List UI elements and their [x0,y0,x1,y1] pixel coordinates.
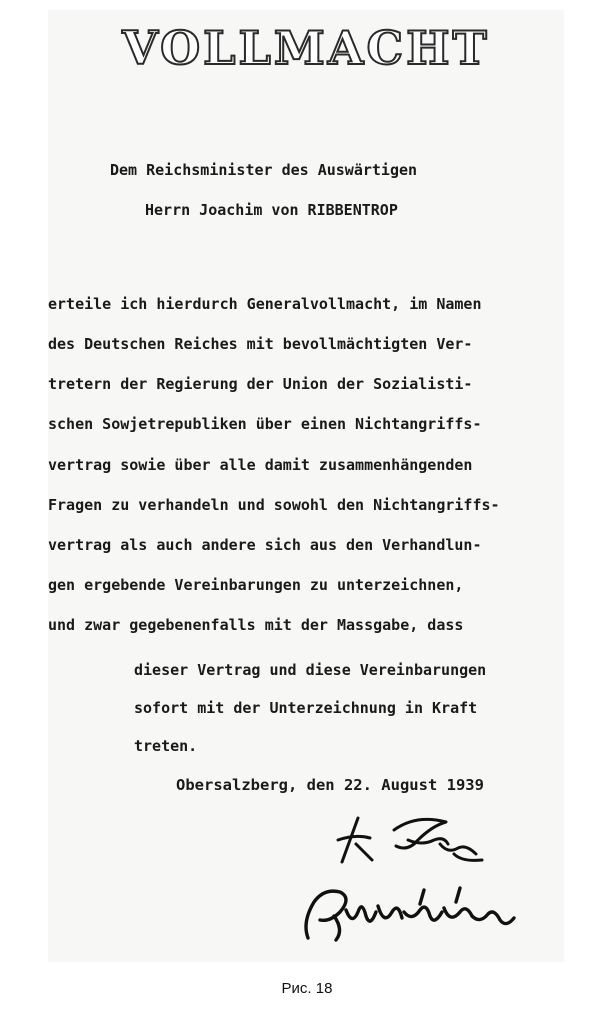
indented-line: treten. [134,737,198,755]
body-line: gen ergebende Vereinbarungen zu unterzeichnen, [48,576,464,594]
address-line-1: Dem Reichsminister des Auswärtigen [110,161,418,179]
body-line: erteile ich hierdurch Generalvollmacht, im Namen [48,295,482,313]
signature-ribbentrop [300,882,540,948]
address-line-2: Herrn Joachim von RIBBENTROP [145,201,398,219]
document-sheet [48,10,564,962]
body-line: vertrag sowie über alle damit zusammenhängenden [48,456,473,474]
indented-line: sofort mit der Unterzeichnung in Kraft [134,699,478,717]
place-date: Obersalzberg, den 22. August 1939 [176,776,484,794]
body-line: schen Sowjetrepubliken über einen Nichtangriffs- [48,415,482,433]
body-line: und zwar gegebenenfalls mit der Massgabe, dass [48,616,464,634]
body-line: tretern der Regierung der Union der Sozialisti- [48,375,473,393]
body-line: vertrag als auch andere sich aus den Verhandlun- [48,536,482,554]
figure-caption: Рис. 18 [281,980,333,997]
document-title: VOLLMACHT [122,21,490,75]
body-line: des Deutschen Reiches mit bevollmächtigten Ver- [48,335,473,353]
body-line: Fragen zu verhandeln und sowohl den Nichtangriffs- [48,496,500,514]
signature-hitler [336,810,496,872]
indented-line: dieser Vertrag und diese Vereinbarungen [134,661,487,679]
